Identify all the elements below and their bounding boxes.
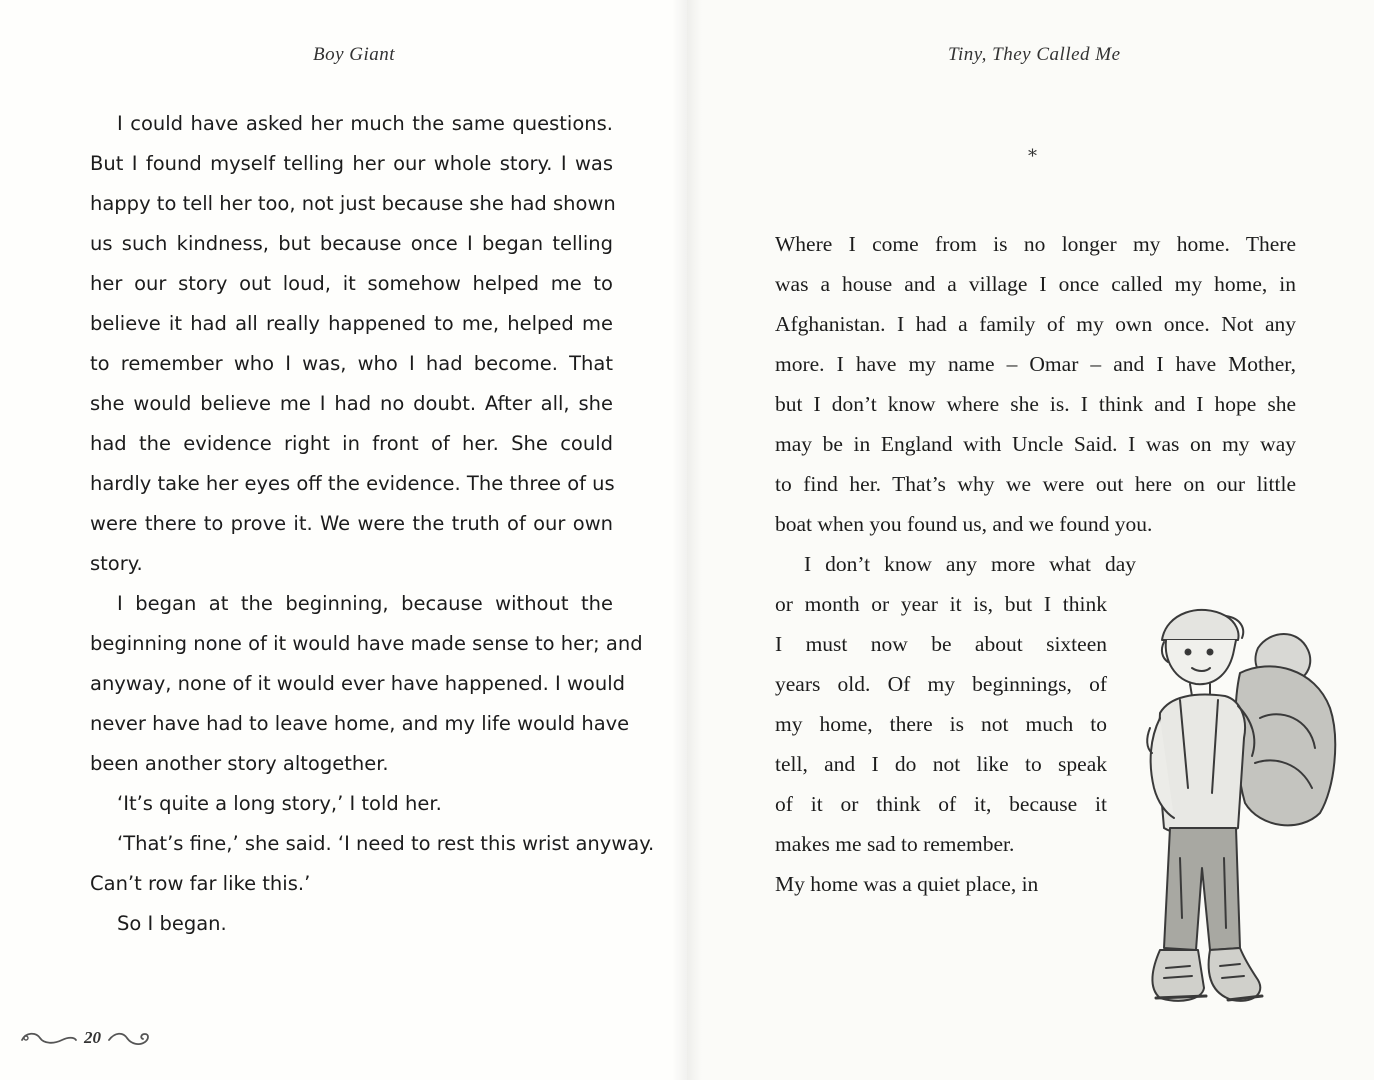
text-line: believe it had all really happened to me, helped me (90, 312, 613, 335)
text-line: us such kindness, but because once I began telling (90, 232, 613, 255)
text-line: I don’t know any more what day (804, 552, 1136, 576)
running-head-right: Tiny, They Called Me (948, 44, 1121, 65)
text-line: my home, there is not much to (775, 712, 1107, 736)
text-line: My home was a quiet place, in (775, 872, 1039, 896)
text-line: happy to tell her too, not just because she had shown (90, 192, 616, 215)
text-line: may be in England with Uncle Said. I was on my way (775, 432, 1296, 456)
text-line: I must now be about sixteen (775, 632, 1107, 656)
section-break: * (1028, 146, 1037, 167)
text-line: of it or think of it, because it (775, 792, 1107, 816)
text-line: I could have asked her much the same questions. (117, 112, 613, 135)
text-line: boat when you found us, and we found you. (775, 512, 1153, 536)
text-line: had the evidence right in front of her. She could (90, 432, 613, 455)
text-line: to find her. That’s why we were out here on our little (775, 472, 1296, 496)
text-line: ‘It’s quite a long story,’ I told her. (117, 792, 442, 815)
text-line: ‘That’s fine,’ she said. ‘I need to rest this wrist anyway. (117, 832, 655, 855)
text-line: story. (90, 552, 143, 575)
text-line: been another story altogether. (90, 752, 389, 775)
text-line: anyway, none of it would ever have happened. I would (90, 672, 625, 695)
text-line: to remember who I was, who I had become. That (90, 352, 613, 375)
text-line: beginning none of it would have made sense to her; and (90, 632, 643, 655)
text-line: Afghanistan. I had a family of my own once. Not any (775, 312, 1296, 336)
folio (18, 1026, 151, 1050)
page-number: 20 (84, 1028, 101, 1047)
text-line: years old. Of my beginnings, of (775, 672, 1107, 696)
text-line: or month or year it is, but I think (775, 592, 1107, 616)
text-line: tell, and I do not like to speak (775, 752, 1107, 776)
text-line: more. I have my name – Omar – and I have Mother, (775, 352, 1296, 376)
text-line: I began at the beginning, because without the (117, 592, 613, 615)
text-line: she would believe me I had no doubt. After all, she (90, 392, 613, 415)
swirl-ornament-icon (107, 1026, 151, 1050)
text-line: makes me sad to remember. (775, 832, 1015, 856)
swirl-ornament-icon (18, 1028, 78, 1048)
text-line: were there to prove it. We were the truth of our own (90, 512, 613, 535)
text-line: hardly take her eyes off the evidence. The three of us (90, 472, 615, 495)
text-line: Can’t row far like this.’ (90, 872, 311, 895)
boy-with-backpack-illustration (1140, 588, 1362, 1038)
left-page-text (90, 104, 655, 944)
text-line: but I don’t know where she is. I think and I hope she (775, 392, 1296, 416)
text-line: Where I come from is no longer my home. There (775, 232, 1296, 256)
text-line: never have had to leave home, and my life would have (90, 712, 630, 735)
text-line: So I began. (117, 912, 227, 935)
book-gutter (672, 0, 702, 1080)
text-line: was a house and a village I once called my home, in (775, 272, 1296, 296)
running-head-left: Boy Giant (313, 44, 396, 65)
text-line: her our story out loud, it somehow helped me to (90, 272, 613, 295)
text-line: But I found myself telling her our whole story. I was (90, 152, 613, 175)
